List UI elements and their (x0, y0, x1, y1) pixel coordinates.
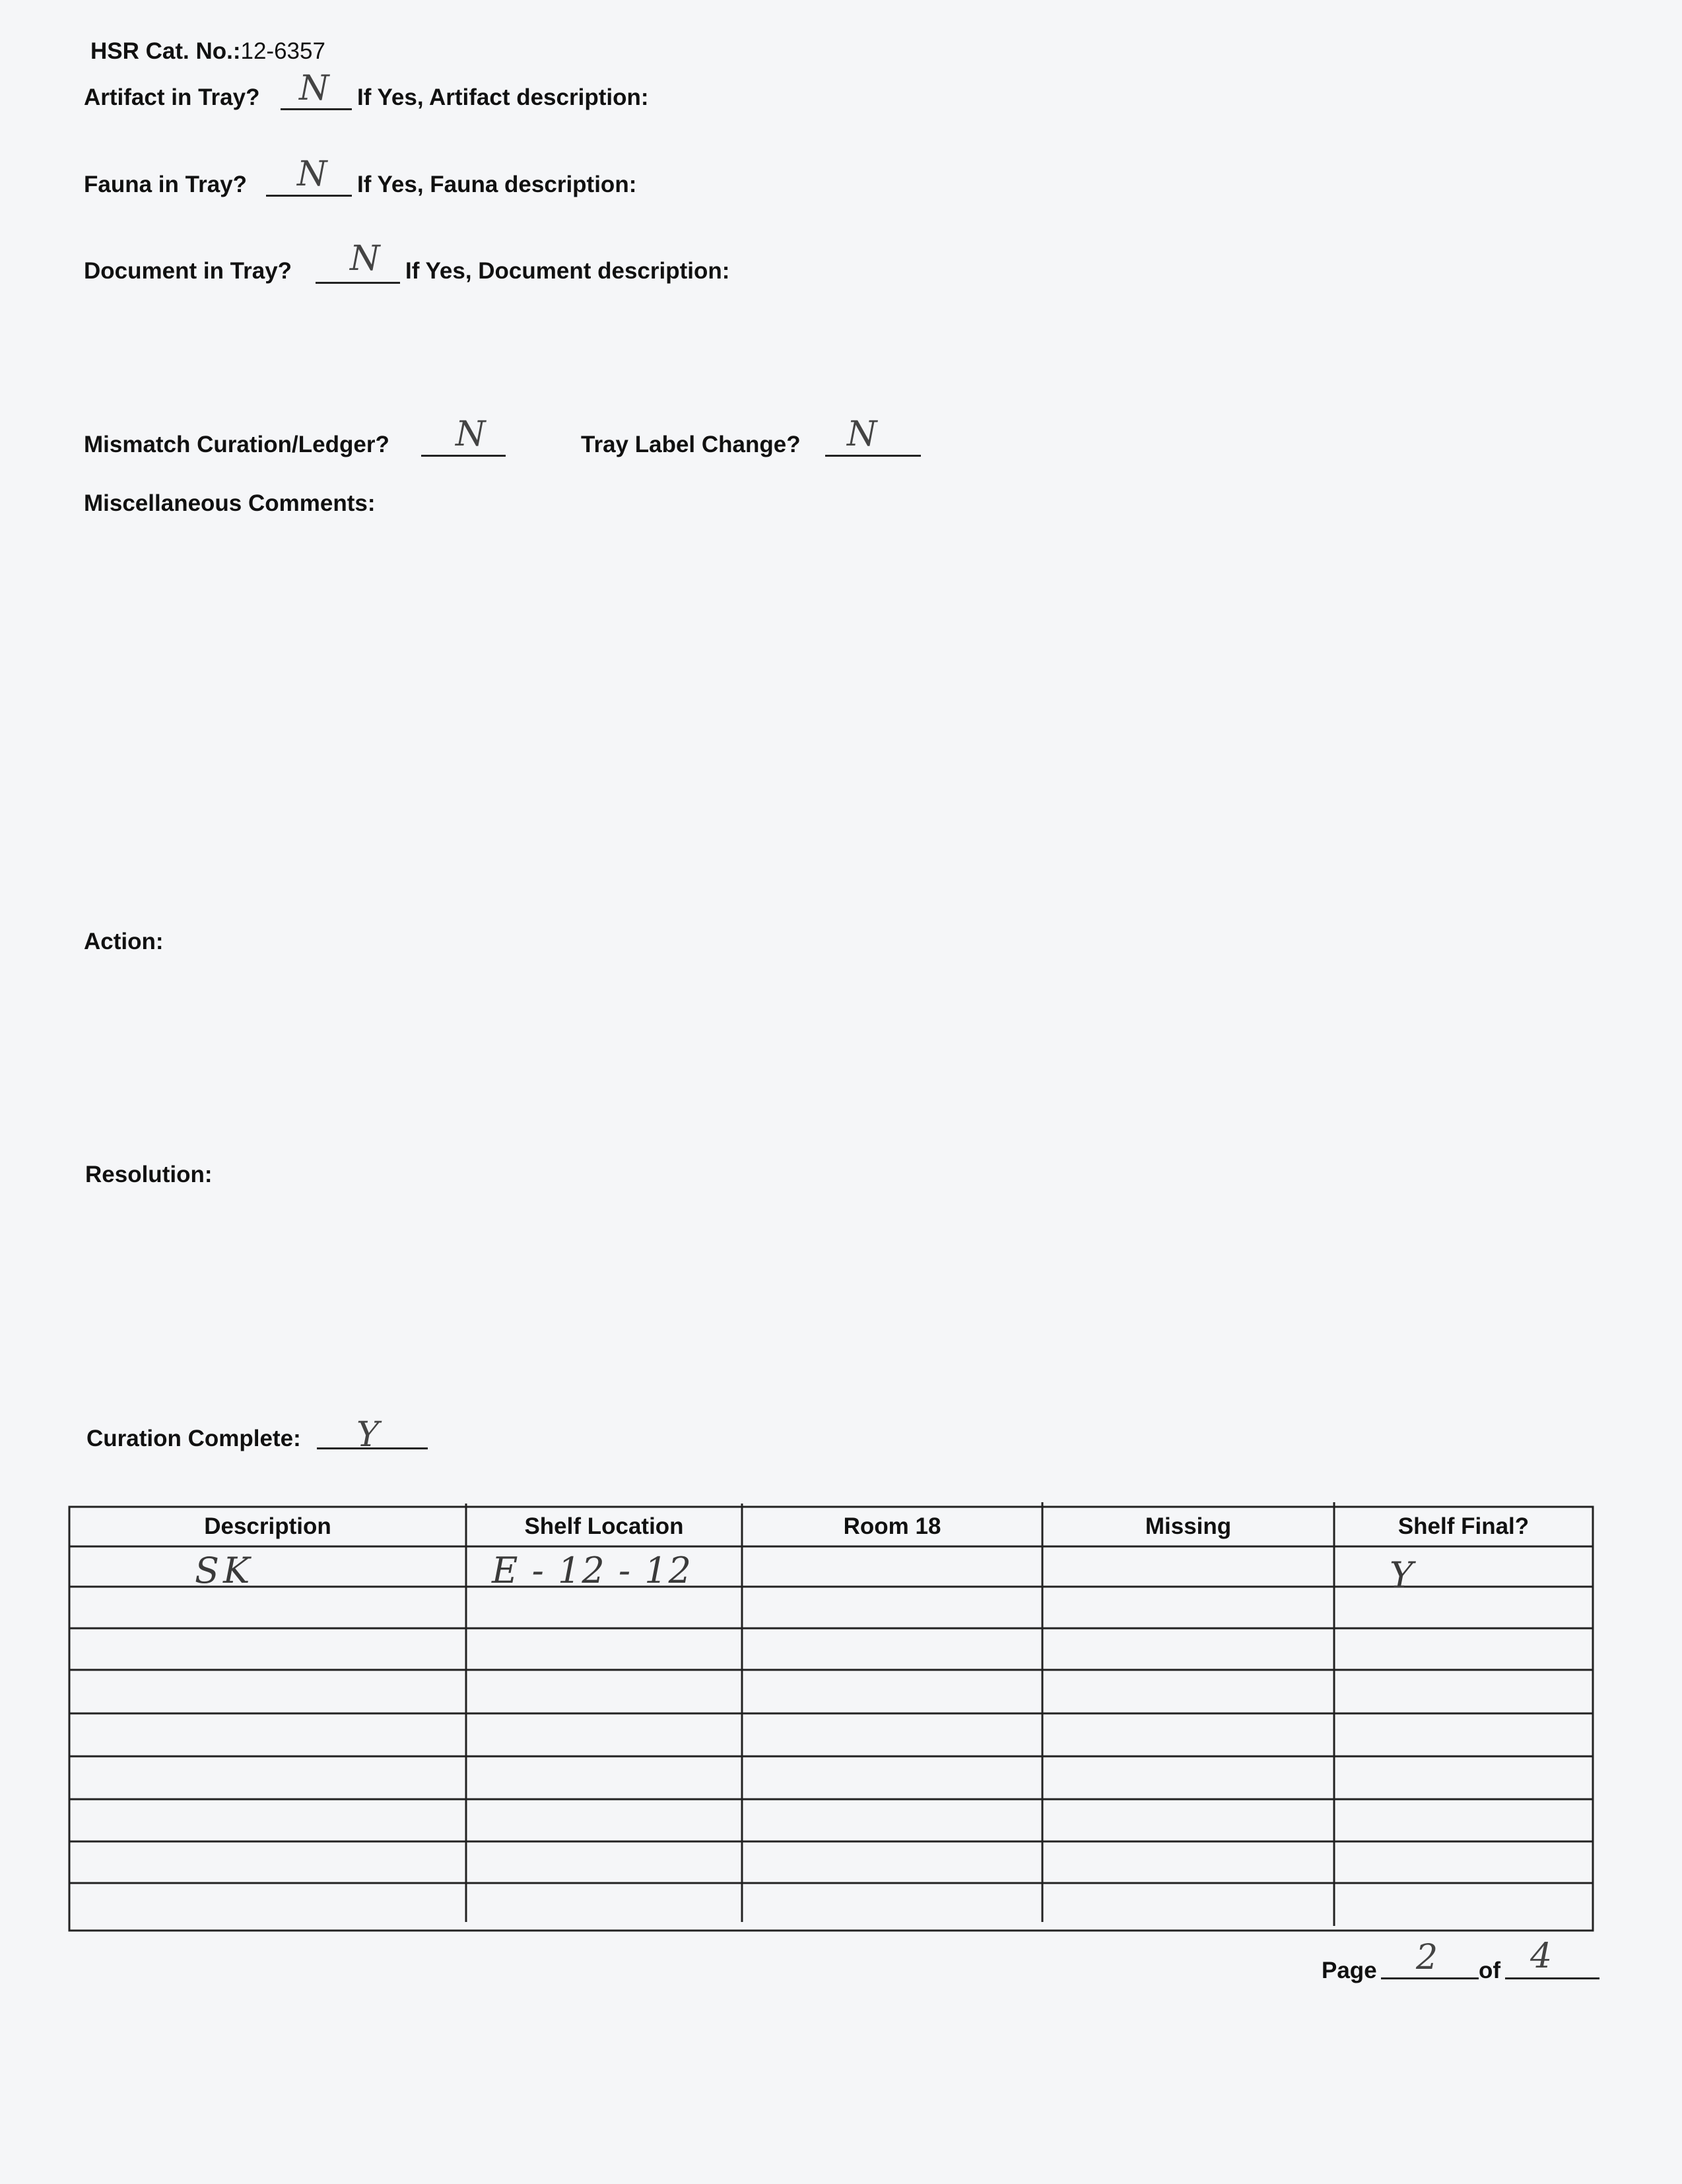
page-total-line[interactable] (1505, 1977, 1599, 1979)
document-answer: N (350, 239, 382, 279)
mismatch-answer: N (455, 414, 487, 454)
misc-comments-label: Miscellaneous Comments: (84, 490, 376, 516)
col-header-description: Description (204, 1513, 331, 1539)
catalog-number-label: HSR Cat. No.: (90, 38, 241, 64)
fauna-answer: N (297, 154, 329, 194)
page-label: Page (1322, 1958, 1377, 1983)
document-label: Document in Tray? (84, 258, 292, 284)
curation-complete-answer: Y (356, 1415, 381, 1455)
document-followup-label: If Yes, Document description: (405, 258, 730, 284)
artifact-answer: N (299, 69, 331, 108)
col-header-missing: Missing (1145, 1513, 1232, 1539)
page-total: 4 (1530, 1936, 1554, 1976)
mismatch-label: Mismatch Curation/Ledger? (84, 432, 389, 457)
col-header-shelf-location: Shelf Location (524, 1513, 684, 1539)
row-1-description: SK (195, 1550, 254, 1591)
tray-label-change-answer: N (847, 414, 879, 454)
row-1-shelf-final: Y (1390, 1554, 1417, 1596)
catalog-number-value: 12-6357 (240, 38, 325, 64)
page-number: 2 (1416, 1938, 1440, 1977)
tray-label-change-label: Tray Label Change? (581, 432, 801, 457)
curation-complete-label: Curation Complete: (86, 1426, 301, 1451)
col-header-shelf-final: Shelf Final? (1397, 1513, 1530, 1539)
resolution-label: Resolution: (85, 1162, 213, 1187)
col-header-room-18: Room 18 (843, 1513, 941, 1539)
page-number-line[interactable] (1381, 1977, 1479, 1979)
artifact-followup-label: If Yes, Artifact description: (357, 84, 649, 110)
action-label: Action: (84, 929, 164, 954)
artifact-label: Artifact in Tray? (84, 84, 260, 110)
row-1-shelf-location: E - 12 - 12 (492, 1550, 692, 1591)
fauna-followup-label: If Yes, Fauna description: (357, 172, 637, 197)
of-label: of (1479, 1958, 1501, 1983)
fauna-label: Fauna in Tray? (84, 172, 247, 197)
